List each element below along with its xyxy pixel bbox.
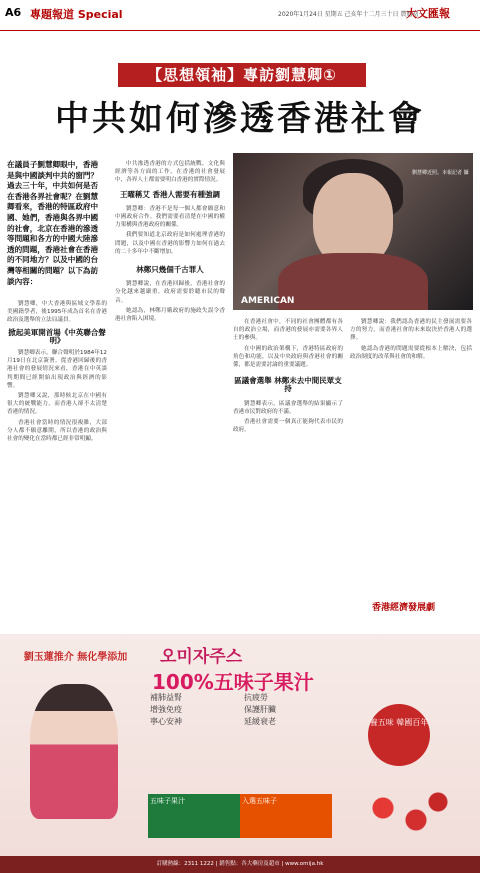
body-paragraph: 劉慧卿又說，那時候北京在中國有很大的統戰能力，而香港人卻不太清楚香港的情況。 xyxy=(7,393,107,416)
advertisement xyxy=(0,634,480,873)
ad-product-name: 100%五味子果汁 xyxy=(152,670,314,694)
page-header xyxy=(0,0,480,31)
subheading: 王曜稱艾 香港人需要有種強調 xyxy=(119,189,221,199)
ad-benefit: 補肺益腎 xyxy=(150,693,182,702)
body-paragraph: 在香港社會中，不同的社會團體都有各自的政治立場，而香港的發展亦需要各界人士的參與。 xyxy=(233,319,343,342)
body-paragraph: 我們要知道北京政府是如何處理香港的問題，以及中國在香港的影響力如何在過去的二十多年中不斷增加。 xyxy=(115,232,225,255)
body-paragraph: 她認為，林鄭月娥政府的施政失誤令香港社會陷入困境。 xyxy=(115,307,225,323)
body-paragraph: 劉慧卿表示，區議會選舉的結果顯示了香港市民對政府的不滿。 xyxy=(233,400,343,415)
ad-berries-image xyxy=(350,784,460,844)
photo-backdrop-text: AMERICAN xyxy=(241,296,295,306)
body-paragraph: 她認為香港的問題需要從根本上解決，包括政治制度的改革與社會的和解。 xyxy=(350,345,472,360)
ad-product-box: 入選五味子 xyxy=(240,794,332,838)
article-column-4 xyxy=(350,318,472,513)
ad-benefit: 寧心安神 xyxy=(150,717,182,726)
body-paragraph: 劉慧卿表示，聯合聲明於1984年12月19日在北京簽署。從香港回歸後的香港社會的發展情況來看，香港在中英談判期間已經開始出現政治與經濟的影響。 xyxy=(7,350,107,389)
body-paragraph: 香港社會當時的情況很複雜，大部分人都不願意離開，所以香港的政治與社會的變化在當時都已經非常明顯。 xyxy=(7,419,107,443)
ad-endorsement: 劉玉蓮推介 無化學添加 xyxy=(23,652,128,663)
article-column-3 xyxy=(233,318,343,625)
subheading: 區議會選舉 林鄭未去中間民眾支持 xyxy=(234,376,342,394)
intro-paragraph: 在議員子劉慧卿眼中，香港是與中國談判中共的窗門？過去三十年，中共如何是否在香港各界社會呢？在劉慧卿看來，香港的特區政府中國、她們，香港與各界中國的社會，北京在香港的滲透等問題和各方的中國大陸滲透的問題，香港社會在香港的不同地方？以及中國的台灣等相關的問題？以下為訪談內容： xyxy=(7,160,99,286)
photo-body xyxy=(278,253,428,310)
ad-benefit: 增強免疫 xyxy=(150,705,182,714)
ad-badge: 養五味 韓國百年 xyxy=(368,704,430,766)
page-number: A6 xyxy=(5,6,22,19)
body-paragraph: 香港社會需要一個真正能夠代表市民的政府。 xyxy=(233,419,343,434)
newspaper-logo: 大文匯報 xyxy=(406,7,450,20)
photo-caption: 劉慧卿近照。本報記者 攝 xyxy=(412,170,469,176)
body-paragraph: 劉慧卿，中大香港與區域文學系的美國籍學者，後1995年成為首名在香港政治及選舉的立法局議員。 xyxy=(7,301,107,324)
headline: 中共如何滲透香港社會 xyxy=(55,99,425,139)
ad-benefit: 保護肝臟 xyxy=(244,705,276,714)
ad-benefit: 延緩衰老 xyxy=(244,717,276,726)
article-column-1 xyxy=(7,300,107,625)
ad-footer: 訂購熱線：2311 1222 | 銷售點：各大藥房及超市 | www.omija.hk xyxy=(0,856,480,873)
ad-model-image xyxy=(30,684,118,819)
subheading: 掀起美軍開首場《中英聯合聲明》 xyxy=(8,327,106,345)
body-paragraph: 在中國的政治架構下，香港特區政府的角色和功能，以及中央政府與香港社會的關係，都是需要討論的重要議題。 xyxy=(233,345,343,369)
series-banner: 【思想領袖】專訪劉慧卿① xyxy=(118,63,366,87)
ad-benefit: 抗疲勞 xyxy=(244,693,268,702)
subheading: 林鄭只幾個千古罪人 xyxy=(136,265,204,275)
ad-benefits xyxy=(150,692,330,728)
issue-date: 2020年1月24日 星期五 己亥年十二月三十日 農曆初一 xyxy=(278,11,425,18)
body-paragraph: 劉慧卿說，在香港回歸後，香港社會的分化越來越嚴重，政府需要聆聽市民的聲音。 xyxy=(115,281,225,304)
section-title: 專題報道 Special xyxy=(30,8,123,21)
body-paragraph: 中共滲透香港的方式包括統戰、文化與經濟等各方面的工作，在香港的社會發展中，各界人士都需要明白香港的實際情況。 xyxy=(115,161,225,184)
body-paragraph: 劉慧卿：香港不是每一個人都會願意和中國政府合作。我們需要看清楚在中國的權力架構與香港政府的關係。 xyxy=(115,205,225,229)
body-paragraph: 劉慧卿說：我們認為香港的民主發展需要各方的努力，而香港社會的未來取決於香港人的選擇。 xyxy=(350,319,472,342)
ad-brand: 오미자주스 xyxy=(160,647,243,667)
subheading: 香港經濟發展劇 xyxy=(372,603,436,613)
ad-product-box: 五味子果汁 xyxy=(148,794,240,838)
article-column-2 xyxy=(115,160,225,625)
